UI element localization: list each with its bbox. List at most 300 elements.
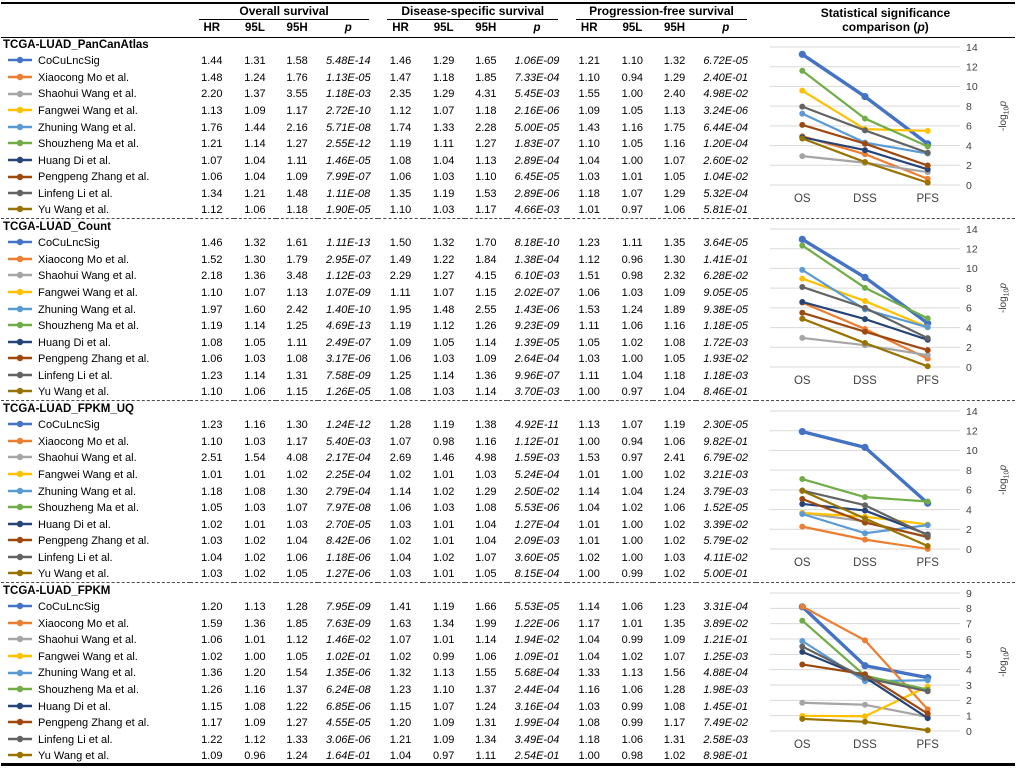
stat-value: 1.02 [286, 468, 308, 481]
p-value: 7.63E-09 [325, 617, 371, 630]
p-value: 1.83E-07 [514, 138, 560, 151]
stat-value: 1.00 [578, 568, 600, 581]
stat-value: 1.23 [663, 601, 686, 614]
stat-value: 1.05 [286, 568, 308, 581]
p-value: 1.94E-02 [514, 634, 560, 647]
stat-value: 1.14 [244, 369, 266, 382]
col-header-95h-g1: 95H [465, 20, 507, 37]
p-value: 1.64E-01 [325, 749, 371, 762]
stat-value: 1.09 [286, 171, 308, 184]
y-tick-label: 2 [966, 342, 973, 355]
p-value: 8.18E-10 [514, 237, 560, 250]
stat-value: 1.06 [389, 502, 412, 515]
stat-value: 1.01 [432, 568, 455, 581]
stat-value: 1.48 [432, 303, 455, 316]
stat-value: 1.02 [244, 535, 266, 548]
method-label-cell [1, 467, 190, 484]
p-value: 5.71E-08 [325, 121, 371, 134]
stat-value: 1.30 [663, 253, 686, 266]
stat-value: 1.32 [244, 237, 266, 250]
p-value: 5.24E-04 [514, 468, 560, 481]
stat-value: 1.13 [286, 287, 308, 300]
stat-value: 1.04 [389, 749, 412, 762]
stat-value: 1.02 [663, 568, 686, 581]
stat-value: 1.16 [578, 684, 600, 697]
stat-value: 1.15 [286, 386, 308, 399]
stat-value: 1.46 [432, 452, 455, 465]
stat-value: 1.02 [201, 518, 223, 531]
method-label: Pengpeng Zhang et al. [38, 535, 150, 548]
p-value: 1.26E-05 [325, 386, 371, 399]
p-value: 7.58E-09 [325, 369, 371, 382]
series-line-marker-icon [8, 238, 32, 246]
method-label: Zhuning Wang et al. [38, 303, 137, 316]
stat-value: 1.70 [475, 237, 497, 250]
p-value: 1.11E-13 [326, 237, 371, 250]
stat-value: 1.03 [475, 468, 497, 481]
stat-value: 1.04 [578, 650, 600, 663]
stat-value: 1.22 [432, 253, 455, 266]
y-tick-label: 4 [966, 664, 973, 677]
series-line-marker-icon [8, 751, 32, 759]
stat-value: 1.02 [389, 535, 412, 548]
stat-value: 1.33 [286, 733, 308, 746]
stat-value: 1.01 [432, 535, 455, 548]
stat-value: 1.49 [389, 253, 412, 266]
stat-value: 1.76 [286, 71, 308, 84]
col-header-95l-g0: 95L [234, 20, 276, 37]
stat-value: 1.24 [621, 303, 644, 316]
p-value: 2.40E-01 [703, 71, 749, 84]
stat-value: 2.40 [663, 88, 686, 101]
method-label-cell [1, 103, 190, 120]
stat-value: 1.21 [578, 55, 600, 68]
stat-value: 3.55 [286, 88, 308, 101]
stat-value: 1.20 [389, 717, 412, 730]
method-label: Shouzheng Ma et al. [38, 138, 139, 151]
p-value: 1.04E-02 [703, 171, 749, 184]
method-label-cell [1, 615, 190, 632]
stat-value: 1.89 [663, 303, 686, 316]
y-axis-title: $-\log_{10}p$ [998, 465, 1011, 496]
stat-value: 1.03 [578, 700, 600, 713]
stat-value: 1.18 [201, 485, 223, 498]
series-line-marker-icon [8, 371, 32, 379]
p-value: 3.06E-06 [325, 733, 371, 746]
stat-value: 0.97 [621, 204, 644, 217]
col-header-hr-g1: HR [378, 20, 422, 37]
stat-value: 1.04 [475, 535, 497, 548]
p-value: 2.55E-12 [325, 138, 371, 151]
stat-value: 1.84 [475, 253, 497, 266]
y-tick-label: 3 [966, 679, 973, 692]
stat-value: 0.96 [244, 749, 266, 762]
p-value: 9.05E-05 [703, 287, 749, 300]
stat-value: 1.10 [621, 55, 644, 68]
stat-value: 1.53 [578, 303, 600, 316]
stat-value: 1.03 [663, 551, 686, 564]
stat-value: 1.54 [244, 452, 266, 465]
stat-value: 1.33 [432, 121, 455, 134]
col-header-hr-g0: HR [190, 20, 234, 37]
section-header-row [1, 583, 1015, 599]
method-label-cell [1, 86, 190, 103]
stat-value: 1.17 [663, 717, 686, 730]
stat-value: 1.32 [432, 237, 455, 250]
stat-value: 0.99 [621, 634, 644, 647]
p-value: 9.38E-05 [703, 303, 749, 316]
stat-value: 1.31 [244, 55, 266, 68]
series-line-marker-icon [8, 288, 32, 296]
stat-value: 1.14 [389, 485, 412, 498]
p-value: 5.00E-05 [514, 121, 560, 134]
method-label: Shouzheng Ma et al. [38, 684, 139, 697]
method-label: CoCuLncSig [38, 55, 100, 68]
stat-value: 1.06 [621, 601, 644, 614]
method-label: Zhuning Wang et al. [38, 667, 137, 680]
p-value: 1.90E-05 [325, 204, 371, 217]
stat-value: 0.99 [621, 700, 644, 713]
method-label: Fangwei Wang et al. [38, 287, 138, 300]
series-line-marker-icon [8, 702, 32, 710]
stat-value: 1.04 [432, 154, 455, 167]
stat-value: 1.08 [663, 336, 686, 349]
section-header-row [1, 219, 1015, 235]
method-label-cell [1, 450, 190, 467]
stat-value: 1.01 [621, 617, 644, 630]
stat-value: 1.19 [663, 419, 686, 432]
stat-value: 2.55 [475, 303, 497, 316]
chart-cell [756, 401, 1015, 583]
method-label-cell [1, 748, 190, 765]
stat-value: 1.06 [663, 502, 686, 515]
series-line-marker-icon [8, 619, 32, 627]
method-column-header [1, 3, 190, 37]
col-header-p-g0: p [318, 20, 378, 37]
p-value: 6.45E-05 [514, 171, 560, 184]
significance-chart-1 [758, 222, 1012, 394]
y-tick-label: 12 [966, 425, 979, 438]
stat-value: 1.06 [578, 287, 600, 300]
p-value: 5.81E-01 [703, 204, 749, 217]
stat-value: 0.98 [621, 270, 644, 283]
y-tick-label: 1 [966, 710, 973, 723]
stat-value: 1.16 [621, 121, 644, 134]
stat-value: 1.00 [621, 353, 644, 366]
section-TCGA-LUAD_FPKM [1, 583, 1015, 765]
method-label-cell [1, 533, 190, 550]
stat-value: 1.08 [578, 717, 600, 730]
p-value: 1.21E-01 [703, 634, 749, 647]
p-value: 9.82E-01 [703, 435, 749, 448]
p-value: 1.43E-06 [514, 303, 560, 316]
stat-value: 1.02 [432, 485, 455, 498]
series-line-marker-icon [8, 503, 32, 511]
stat-value: 1.09 [389, 336, 412, 349]
stat-value: 1.03 [432, 353, 455, 366]
p-value: 3.17E-06 [325, 353, 371, 366]
p-value: 4.98E-02 [703, 88, 749, 101]
method-label: Fangwei Wang et al. [38, 105, 138, 118]
stat-value: 1.14 [578, 485, 600, 498]
series-line-marker-icon [8, 718, 32, 726]
x-category-label: DSS [853, 738, 878, 751]
stat-value: 1.06 [621, 684, 644, 697]
stat-value: 1.06 [389, 171, 412, 184]
method-label-cell [1, 417, 190, 434]
stat-value: 1.05 [286, 650, 308, 663]
stat-value: 1.07 [389, 634, 412, 647]
stat-value: 1.03 [578, 353, 600, 366]
stat-value: 1.10 [432, 684, 455, 697]
stat-value: 1.11 [475, 749, 497, 762]
stat-value: 1.29 [432, 55, 455, 68]
stat-value: 1.61 [286, 237, 308, 250]
method-label-cell [1, 500, 190, 517]
y-tick-label: 12 [966, 61, 979, 74]
stat-value: 1.11 [578, 369, 600, 382]
y-tick-label: 10 [966, 81, 979, 94]
p-value: 4.92E-11 [515, 419, 559, 432]
group-disease-specific-survival: Disease-specific survival [387, 4, 558, 20]
p-value: 6.24E-08 [325, 684, 371, 697]
p-value: 8.98E-01 [703, 749, 749, 762]
stat-value: 1.34 [475, 733, 497, 746]
method-label: Yu Wang et al. [38, 749, 110, 762]
method-label-cell [1, 285, 190, 302]
stat-value: 1.01 [244, 634, 266, 647]
stat-value: 1.09 [663, 287, 686, 300]
y-tick-label: 7 [966, 618, 973, 631]
method-label-cell [1, 301, 190, 318]
stat-value: 1.27 [475, 138, 497, 151]
series-line-marker-icon [8, 123, 32, 131]
y-tick-label: 10 [966, 445, 979, 458]
stat-value: 1.02 [663, 518, 686, 531]
stat-value: 1.02 [389, 650, 412, 663]
stat-value: 1.65 [475, 55, 497, 68]
section-TCGA-LUAD_Count [1, 219, 1015, 401]
p-value: 2.64E-04 [514, 353, 560, 366]
stat-value: 1.07 [663, 650, 686, 663]
method-label: Huang Di et al. [38, 700, 111, 713]
stat-value: 1.54 [286, 667, 308, 680]
stat-value: 1.09 [475, 353, 497, 366]
p-value: 5.53E-05 [514, 601, 560, 614]
method-label: Xiaocong Mo et al. [38, 253, 130, 266]
stat-value: 1.28 [389, 419, 412, 432]
series-line-marker-icon [8, 735, 32, 743]
series-line-marker-icon [8, 420, 32, 428]
p-value: 1.13E-05 [325, 71, 371, 84]
stat-value: 1.55 [475, 667, 497, 680]
y-tick-label: 2 [966, 694, 973, 707]
col-header-hr-g2: HR [567, 20, 611, 37]
stat-value: 1.10 [389, 204, 412, 217]
stat-value: 3.48 [286, 270, 308, 283]
stat-value: 1.14 [578, 601, 600, 614]
stat-value: 0.98 [621, 749, 644, 762]
stat-value: 1.19 [432, 188, 455, 201]
stat-value: 1.00 [578, 386, 600, 399]
p-value: 1.98E-03 [703, 684, 749, 697]
p-value: 5.32E-04 [703, 188, 749, 201]
p-value: 9.23E-09 [514, 320, 560, 333]
method-label-cell [1, 268, 190, 285]
stat-value: 1.32 [663, 55, 686, 68]
method-label: Shouzheng Ma et al. [38, 502, 139, 515]
method-label-cell [1, 682, 190, 699]
stat-value: 1.60 [244, 303, 266, 316]
method-label: Linfeng Li et al. [38, 188, 113, 201]
y-tick-label: 8 [966, 602, 973, 615]
y-tick-label: 8 [966, 465, 973, 478]
y-tick-label: 6 [966, 633, 973, 646]
stat-value: 1.02 [432, 551, 455, 564]
stat-value: 1.05 [432, 336, 455, 349]
stat-value: 1.13 [663, 105, 686, 118]
stat-value: 1.35 [663, 617, 686, 630]
p-value: 5.79E-02 [703, 535, 749, 548]
x-category-label: PFS [916, 193, 940, 206]
stat-value: 1.52 [201, 253, 223, 266]
stat-value: 1.06 [663, 204, 686, 217]
stat-value: 1.29 [663, 188, 686, 201]
stat-value: 1.11 [622, 237, 643, 250]
stat-value: 1.08 [201, 336, 223, 349]
p-value: 1.99E-04 [514, 717, 560, 730]
stat-value: 1.09 [663, 634, 686, 647]
chart-cell [756, 583, 1015, 765]
method-label: Huang Di et al. [38, 518, 111, 531]
stat-value: 1.06 [621, 320, 644, 333]
stat-value: 1.01 [578, 535, 600, 548]
method-label: Fangwei Wang et al. [38, 650, 138, 663]
stat-value: 1.06 [621, 733, 644, 746]
stat-value: 1.85 [475, 71, 497, 84]
stat-value: 1.48 [201, 71, 223, 84]
p-value: 3.70E-03 [514, 386, 560, 399]
stat-value: 1.15 [389, 700, 412, 713]
stat-value: 1.17 [475, 204, 497, 217]
method-label: Linfeng Li et al. [38, 551, 113, 564]
series-line-marker-icon [8, 354, 32, 362]
p-value: 1.38E-04 [514, 253, 560, 266]
series-line-marker-icon [8, 652, 32, 660]
x-category-label: OS [794, 738, 812, 751]
stat-value: 1.36 [475, 369, 497, 382]
stat-value: 1.38 [475, 419, 497, 432]
stat-value: 1.07 [432, 700, 455, 713]
method-label: Fangwei Wang et al. [38, 469, 138, 481]
x-category-label: DSS [853, 557, 878, 570]
stat-value: 1.06 [201, 353, 223, 366]
series-line-marker-icon [8, 602, 32, 610]
stat-value: 1.05 [578, 336, 600, 349]
stat-value: 1.18 [578, 188, 600, 201]
stat-value: 1.05 [663, 171, 686, 184]
stat-value: 1.16 [244, 419, 266, 432]
stat-value: 2.29 [389, 270, 412, 283]
stat-value: 1.63 [389, 617, 412, 630]
stat-value: 2.35 [389, 88, 412, 101]
p-value: 1.18E-05 [703, 320, 749, 333]
p-value: 6.10E-03 [514, 270, 560, 283]
x-category-label: PFS [916, 557, 940, 570]
method-label: Shouzheng Ma et al. [38, 320, 139, 333]
stat-value: 1.43 [578, 121, 600, 134]
stat-value: 1.18 [663, 369, 686, 382]
stat-value: 1.21 [244, 188, 266, 201]
stat-value: 1.08 [663, 700, 686, 713]
p-value: 1.59E-03 [514, 452, 560, 465]
stat-value: 1.09 [244, 717, 266, 730]
stat-value: 1.58 [286, 55, 308, 68]
series-line-marker-icon [8, 669, 32, 677]
y-tick-label: 9 [966, 587, 973, 600]
p-value: 7.49E-02 [703, 717, 749, 730]
stat-value: 1.03 [286, 518, 308, 531]
stat-value: 1.02 [663, 468, 686, 481]
p-value: 2.30E-05 [703, 419, 749, 432]
stat-value: 1.03 [244, 502, 266, 515]
p-value: 3.89E-02 [703, 617, 749, 630]
method-label-cell [1, 649, 190, 666]
p-value: 3.31E-04 [703, 601, 749, 614]
stat-value: 1.07 [432, 287, 455, 300]
stat-value: 1.24 [475, 700, 497, 713]
method-label-cell [1, 70, 190, 87]
stat-value: 1.08 [475, 502, 497, 515]
stat-value: 1.27 [432, 270, 455, 283]
stat-value: 1.17 [578, 617, 600, 630]
stat-value: 1.02 [621, 650, 644, 663]
stat-value: 1.18 [432, 71, 455, 84]
series-line-marker-icon [8, 685, 32, 693]
method-label: Shaohui Wang et al. [38, 270, 137, 283]
y-tick-label: 10 [966, 263, 979, 276]
stat-value: 1.55 [578, 88, 600, 101]
stat-value: 1.05 [201, 502, 223, 515]
stat-value: 1.02 [621, 336, 644, 349]
stat-value: 1.25 [389, 369, 412, 382]
stat-value: 0.97 [621, 386, 644, 399]
method-label: Yu Wang et al. [38, 204, 110, 217]
p-value: 1.40E-10 [325, 303, 371, 316]
p-value: 5.45E-03 [514, 88, 560, 101]
method-label: Zhuning Wang et al. [38, 485, 137, 498]
method-label-cell [1, 566, 190, 583]
y-axis-title: $-\log_{10}p$ [998, 646, 1011, 677]
series-line-marker-icon [8, 189, 32, 197]
stat-value: 1.23 [389, 684, 412, 697]
stat-value: 1.15 [475, 287, 497, 300]
y-tick-label: 4 [966, 140, 973, 153]
stat-value: 4.08 [286, 452, 308, 465]
p-value: 2.17E-04 [325, 452, 371, 465]
stat-value: 1.08 [286, 353, 308, 366]
stat-value: 1.16 [663, 138, 686, 151]
method-label-cell [1, 169, 190, 186]
stat-value: 4.98 [475, 452, 497, 465]
p-value: 1.52E-05 [703, 502, 749, 515]
stat-value: 1.12 [389, 105, 412, 118]
p-value: 4.11E-02 [703, 551, 748, 564]
stat-value: 1.06 [244, 386, 266, 399]
method-label: Linfeng Li et al. [38, 733, 113, 746]
y-axis-title: $-\log_{10}p$ [998, 283, 1011, 314]
stat-value: 1.11 [433, 138, 454, 151]
